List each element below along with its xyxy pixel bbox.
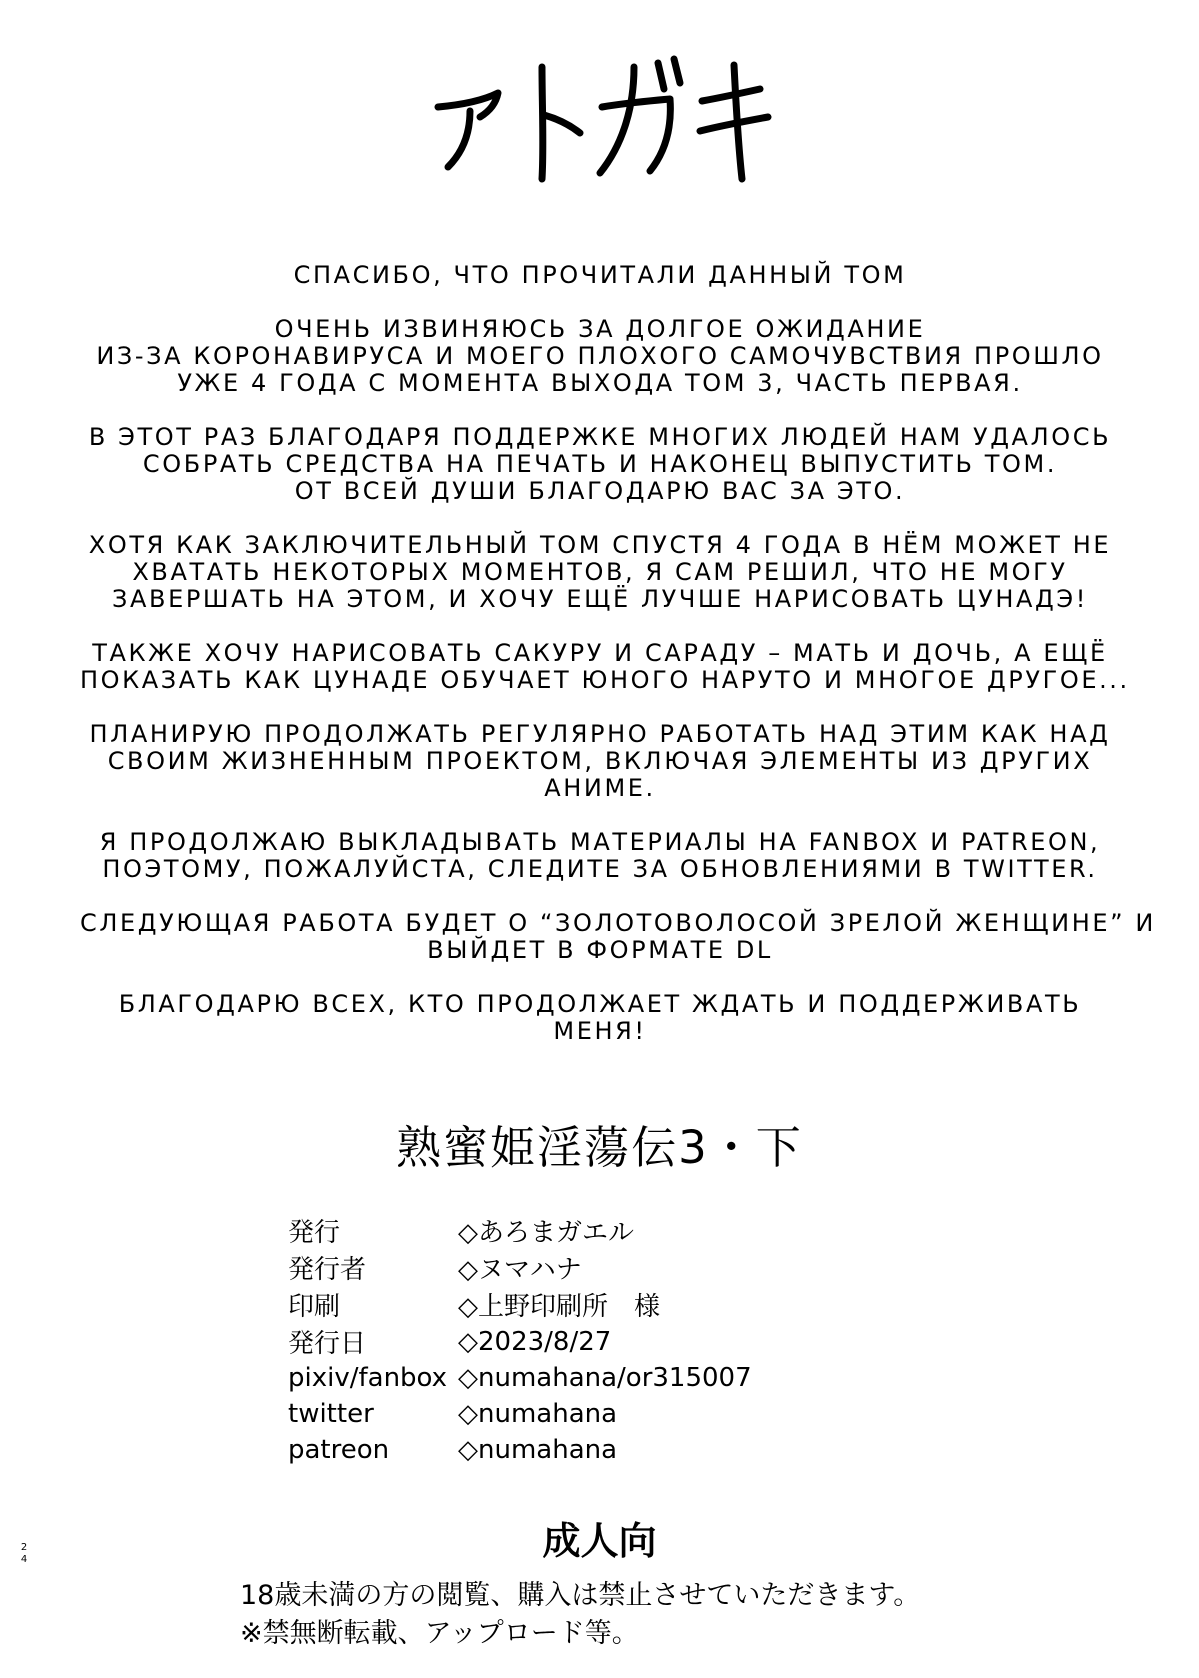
afterword-line: Я ПРОДОЛЖАЮ ВЫКЛАДЫВАТЬ МАТЕРИАЛЫ НА FANBOX И PATREON, bbox=[99, 828, 1101, 856]
afterword-line: ЗАВЕРШАТЬ НА ЭТОМ, И ХОЧУ ЕЩЁ ЛУЧШЕ НАРИСОВАТЬ ЦУНАДЭ! bbox=[112, 585, 1088, 613]
colophon-row bbox=[288, 1212, 752, 1249]
afterword-paragraph bbox=[80, 721, 1120, 802]
book-title: 熟蜜姫淫蕩伝3・下 bbox=[396, 1121, 803, 1174]
colophon-value: ◇ヌマハナ bbox=[458, 1255, 582, 1285]
afterword-line: ПЛАНИРУЮ ПРОДОЛЖАТЬ РЕГУЛЯРНО РАБОТАТЬ НАД ЭТИМ КАК НАД bbox=[89, 720, 1111, 748]
colophon-label: 発行者 bbox=[288, 1255, 367, 1285]
adult-notice bbox=[240, 1577, 920, 1653]
page-number: 24 bbox=[20, 1542, 28, 1565]
colophon bbox=[288, 1212, 752, 1468]
colophon-value: ◇2023/8/27 bbox=[458, 1326, 612, 1357]
afterword-line: АНИМЕ. bbox=[544, 774, 656, 802]
colophon-row bbox=[288, 1360, 752, 1396]
afterword-line: ТАКЖЕ ХОЧУ НАРИСОВАТЬ САКУРУ И САРАДУ – МАТЬ И ДОЧЬ, А ЕЩЁ bbox=[92, 639, 1108, 667]
colophon-row bbox=[288, 1286, 752, 1323]
afterword-line: СВОИМ ЖИЗНЕННЫМ ПРОЕКТОМ, ВКЛЮЧАЯ ЭЛЕМЕНТЫ ИЗ ДРУГИХ bbox=[107, 747, 1093, 775]
afterword-paragraph bbox=[80, 316, 1120, 397]
afterword-heading bbox=[0, 40, 1199, 190]
afterword-line: УЖЕ 4 ГОДА С МОМЕНТА ВЫХОДА ТОМ 3, ЧАСТЬ ПЕРВАЯ. bbox=[177, 369, 1023, 397]
colophon-value: ◇numahana bbox=[458, 1435, 618, 1465]
afterword-paragraph bbox=[80, 424, 1120, 505]
colophon-label: 印刷 bbox=[288, 1292, 341, 1322]
colophon-label: pixiv/fanbox bbox=[288, 1363, 448, 1393]
adult-notice-line: ※禁無断転載、アップロード等。 bbox=[240, 1618, 639, 1649]
afterword-line: ВЫЙДЕТ В ФОРМАТЕ DL bbox=[427, 936, 773, 964]
colophon-label: 発行 bbox=[288, 1218, 341, 1248]
afterword-line: ХВАТАТЬ НЕКОТОРЫХ МОМЕНТОВ, Я САМ РЕШИЛ, ЧТО НЕ МОГУ bbox=[132, 558, 1068, 586]
afterword-line: СПАСИБО, ЧТО ПРОЧИТАЛИ ДАННЫЙ ТОМ bbox=[293, 261, 907, 289]
afterword-line: ОТ ВСЕЙ ДУШИ БЛАГОДАРЮ ВАС ЗА ЭТО. bbox=[294, 477, 906, 505]
colophon-value: ◇上野印刷所 様 bbox=[458, 1292, 660, 1322]
afterword-line: СЛЕДУЮЩАЯ РАБОТА БУДЕТ О “ЗОЛОТОВОЛОСОЙ ЗРЕЛОЙ ЖЕНЩИНЕ” И bbox=[80, 909, 1156, 937]
afterword-line: ПОКАЗАТЬ КАК ЦУНАДЕ ОБУЧАЕТ ЮНОГО НАРУТО И МНОГОЕ ДРУГОЕ... bbox=[80, 666, 1130, 694]
afterword-paragraph bbox=[80, 991, 1120, 1045]
colophon-label: twitter bbox=[288, 1399, 374, 1429]
afterword-paragraph bbox=[80, 532, 1120, 613]
colophon-label: patreon bbox=[288, 1435, 390, 1465]
afterword-line: СОБРАТЬ СРЕДСТВА НА ПЕЧАТЬ И НАКОНЕЦ ВЫПУСТИТЬ ТОМ. bbox=[142, 450, 1058, 478]
afterword-paragraph bbox=[80, 909, 1156, 964]
afterword-line: ИЗ-ЗА КОРОНАВИРУСА И МОЕГО ПЛОХОГО САМОЧУВСТВИЯ ПРОШЛО bbox=[96, 342, 1104, 370]
afterword-line: БЛАГОДАРЮ ВСЕХ, КТО ПРОДОЛЖАЕТ ЖДАТЬ И ПОДДЕРЖИВАТЬ bbox=[118, 990, 1082, 1018]
afterword-text bbox=[80, 261, 1156, 1072]
colophon-row bbox=[288, 1323, 752, 1360]
afterword-line: ОЧЕНЬ ИЗВИНЯЮСЬ ЗА ДОЛГОЕ ОЖИДАНИЕ bbox=[274, 315, 926, 343]
adult-notice-line: 18歳未満の方の閲覧、購入は禁止させていただきます。 bbox=[240, 1580, 921, 1611]
afterword-line: ХОТЯ КАК ЗАКЛЮЧИТЕЛЬНЫЙ ТОМ СПУСТЯ 4 ГОДА В НЁМ МОЖЕТ НЕ bbox=[88, 531, 1112, 559]
afterword-paragraph bbox=[80, 829, 1120, 883]
afterword-line: ПОЭТОМУ, ПОЖАЛУЙСТА, СЛЕДИТЕ ЗА ОБНОВЛЕНИЯМИ В TWITTER. bbox=[102, 855, 1098, 883]
adult-content-title: 成人向 bbox=[542, 1519, 657, 1563]
colophon-row bbox=[288, 1396, 752, 1432]
colophon-label: 発行日 bbox=[288, 1329, 367, 1359]
afterword-line: В ЭТОТ РАЗ БЛАГОДАРЯ ПОДДЕРЖКЕ МНОГИХ ЛЮДЕЙ НАМ УДАЛОСЬ bbox=[88, 423, 1112, 451]
colophon-value: ◇あろまガエル bbox=[458, 1218, 634, 1248]
colophon-value: ◇numahana bbox=[458, 1399, 618, 1429]
colophon-value: ◇numahana/or315007 bbox=[458, 1363, 752, 1393]
colophon-row bbox=[288, 1249, 752, 1286]
afterword-paragraph bbox=[80, 262, 1120, 289]
afterword-brush-title-icon bbox=[420, 45, 780, 185]
afterword-paragraph bbox=[80, 639, 1130, 694]
afterword-line: МЕНЯ! bbox=[553, 1017, 647, 1045]
colophon-row bbox=[288, 1432, 752, 1468]
